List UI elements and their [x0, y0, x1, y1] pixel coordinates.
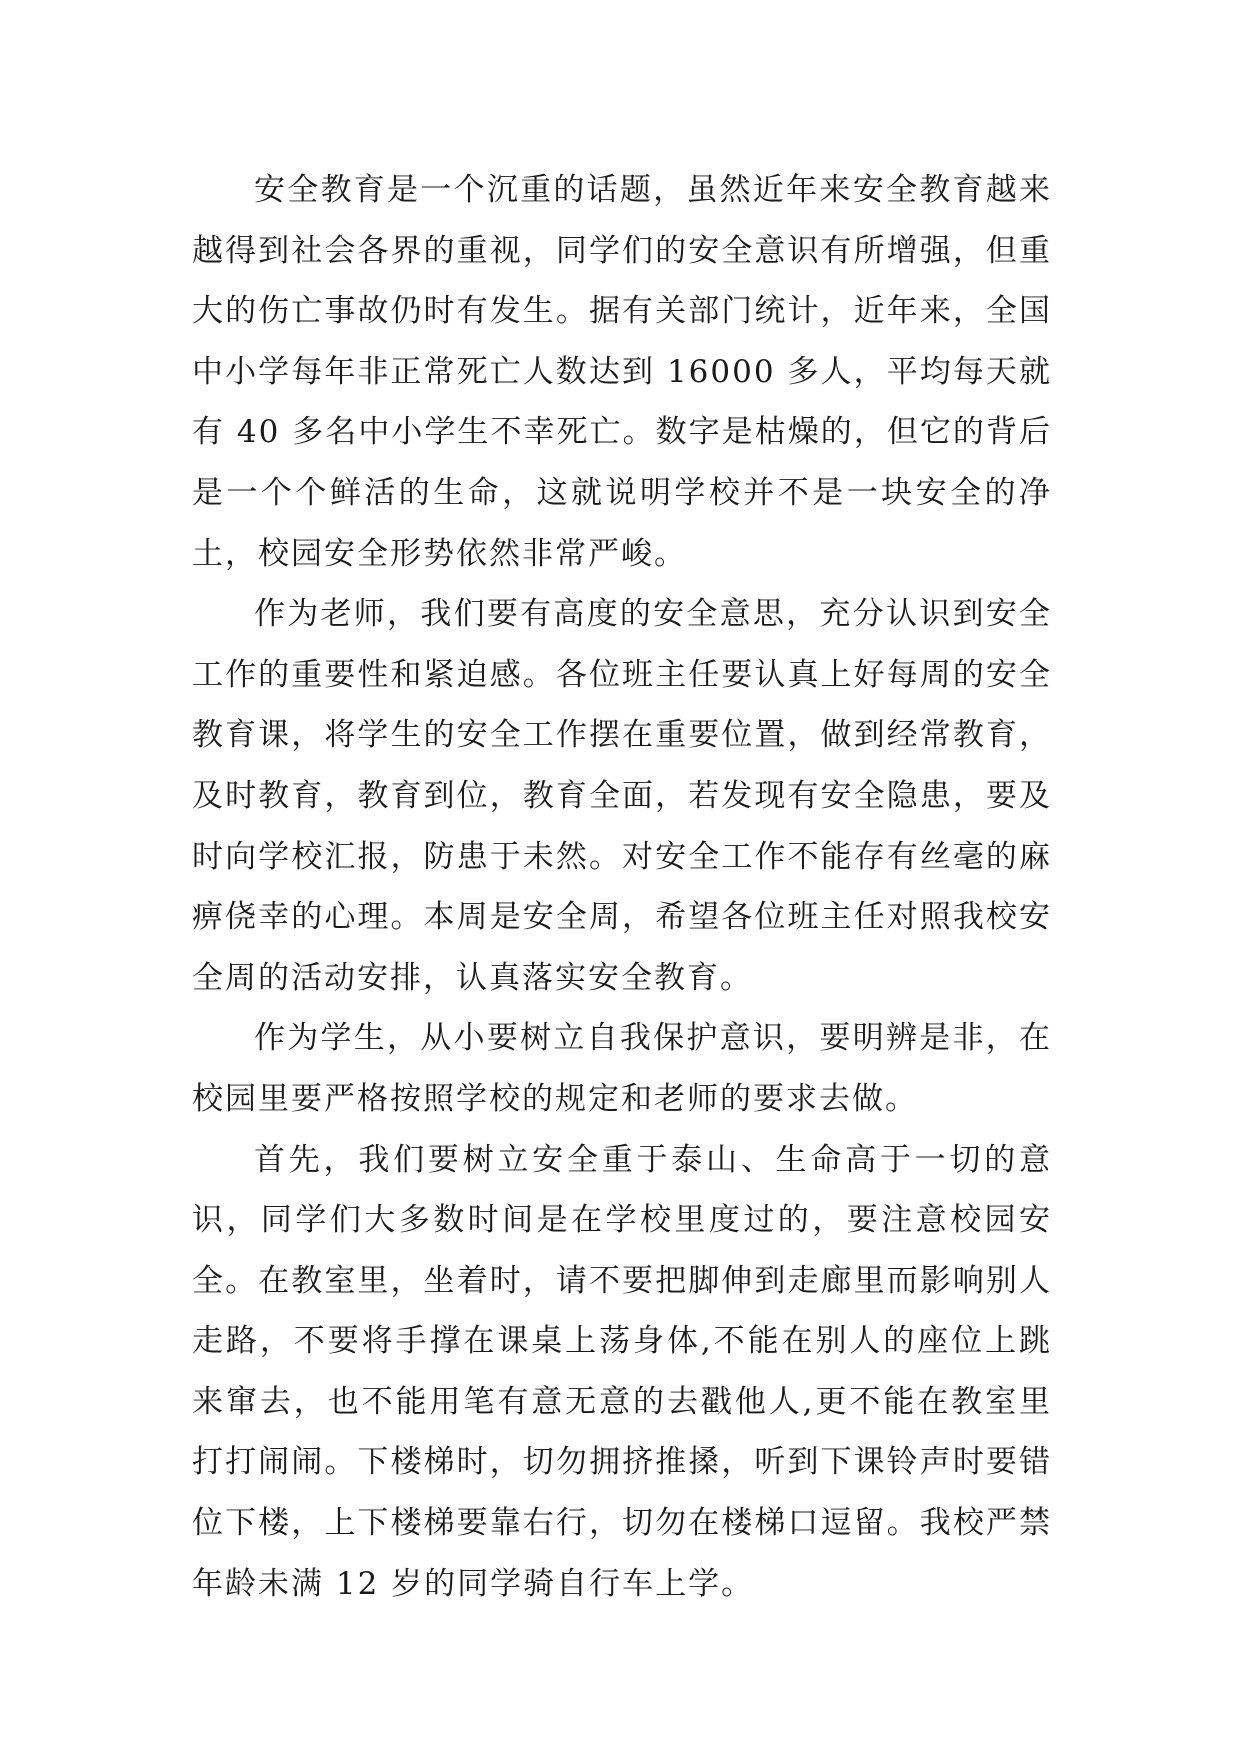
- document-body: [192, 160, 1052, 1614]
- paragraph-classroom-and-stairs-rules: 首先，我们要树立安全重于泰山、生命高于一切的意识，同学们大多数时间是在学校里度过的，要注意校园安全。在教室里，坐着时，请不要把脚伸到走廊里而影响别人走路，不要将手撑在课桌上荡身体,不能在别人的座位上跳来窜去，也不能用笔有意无意的去戳他人,更不能在教室里打打闹闹。下楼梯时，切勿拥挤推搡，听到下课铃声时要错位下楼，上下楼梯要靠右行，切勿在楼梯口逗留。我校严禁年龄未满 12 岁的同学骑自行车上学。: [192, 1141, 1052, 1602]
- paragraph-teacher-responsibility: 作为老师，我们要有高度的安全意思，充分认识到安全工作的重要性和紧迫感。各位班主任要认真上好每周的安全教育课，将学生的安全工作摆在重要位置，做到经常教育，及时教育，教育到位，教育全面，若发现有安全隐患，要及时向学校汇报，防患于未然。对安全工作不能存有丝毫的麻痹侥幸的心理。本周是安全周，希望各位班主任对照我校安全周的活动安排，认真落实安全教育。: [192, 596, 1052, 996]
- paragraph-student-awareness: 作为学生，从小要树立自我保护意识，要明辨是非，在校园里要严格按照学校的规定和老师的要求去做。: [192, 1020, 1052, 1117]
- paragraph-campus-safety-overview: 安全教育是一个沉重的话题，虽然近年来安全教育越来越得到社会各界的重视，同学们的安全意识有所增强，但重大的伤亡事故仍时有发生。据有关部门统计，近年来，全国中小学每年非正常死亡人数达到 16000 多人，平均每天就有 40 多名中小学生不幸死亡。数字是枯燥的，但它的背后是一个个鲜活的生命，这就说明学校并不是一块安全的净土，校园安全形势依然非常严峻。: [192, 172, 1052, 572]
